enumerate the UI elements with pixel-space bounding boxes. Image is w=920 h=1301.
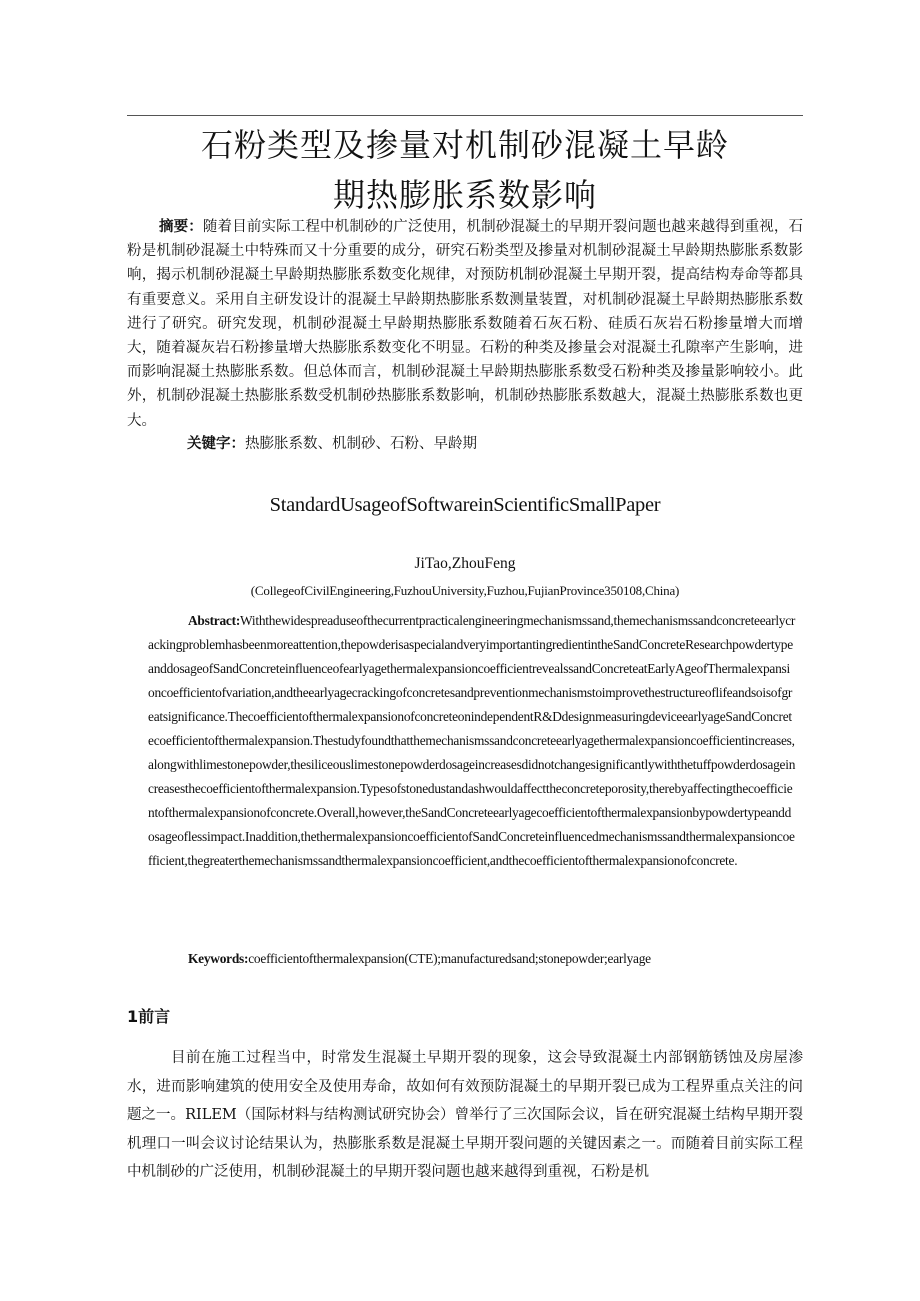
chinese-abstract-label: 摘要： xyxy=(159,219,203,235)
english-title: StandardUsageofSoftwareinScientificSmallPaper xyxy=(269,494,661,516)
chinese-abstract xyxy=(127,215,803,433)
english-affiliation: (CollegeofCivilEngineering,FuzhouUniversity,Fuzhou,FujianProvince350108,China) xyxy=(250,583,680,598)
english-abstract-text: Withthewidespreaduseofthecurrentpracticalengineeringmechanismssand,themechanismssandconcreteearlycrackingproblemhasbeenmoreattention,thepowderisaspecialandveryimportantingredientintheSandConcreteResearchpowdertypeanddosageofSandConcreteinfluenceofearlyagethermalexpansioncoefficientrevealssandConcreteatEarlyAgeofThermalexpansioncoefficientofvariation,andtheearlyagecrackingofconcretesandpreventionmechanismstoimprovethestructureoflifeandsoisofgreatsignificance.ThecoefficientofthermalexpansionofconcreteonindependentR&DdesignmeasuringdeviceearlyageSandConcretecoefficientofthermalexpansion.Thestudyfoundthatthemechanismssandconcreteearlyagethermalexpansioncoefficientincreases,alongwithlimestonepowder,thesiliceouslimestonepowderdosageincreasesdidnotchangesignificantlywiththetuffpowderdosageincreasesthecoefficientofthermalexpansion.Typesofstonedustandashwouldaffecttheconcreteporosity,therebyaffectingthecoefficientofthermalexpansionofconcrete.Overall,however,theSandConcreteearlyagecoefficientofthermalexpansionbypowdertypeanddosageoflessimpact.Inaddition,thethermalexpansioncoefficientofSandConcreteinfluencedmechanismssandthermalexpansioncoefficient,thegreaterthemechanismssandthermalexpansioncoefficient,andthecoefficientofthermalexpansionofconcrete. xyxy=(148,613,796,868)
header-rule xyxy=(127,115,803,116)
chinese-keywords-label: 关键字： xyxy=(187,436,245,452)
paper-title-line-2: 期热膨胀系数影响 xyxy=(332,176,597,214)
english-abstract xyxy=(148,609,796,873)
paper-title-line-1: 石粉类型及掺量对机制砂混凝土早龄 xyxy=(200,126,729,164)
english-keywords xyxy=(148,948,796,970)
introduction-paragraph: 目前在施工过程当中，时常发生混凝土早期开裂的现象，这会导致混凝土内部钢筋锈蚀及房屋渗水，进而影响建筑的使用安全及使用寿命，故如何有效预防混凝土的早期开裂已成为工程界重点关注的问题之一。RILEM（国际材料与结构测试研究协会）曾举行了三次国际会议，旨在研究混凝土结构早期开裂机理口一叫会议讨论结果认为，热膨胀系数是混凝土早期开裂问题的关键因素之一。而随着目前实际工程中机制砂的广泛使用，机制砂混凝土的早期开裂问题也越来越得到重视，石粉是机 xyxy=(127,1050,803,1181)
chinese-keywords-text: 热膨胀系数、机制砂、石粉、早龄期 xyxy=(245,436,477,452)
english-keywords-text: coefficientofthermalexpansion(CTE);manufacturedsand;stonepowder;earlyage xyxy=(248,951,651,966)
english-authors: JiTao,ZhouFeng xyxy=(414,555,516,572)
english-keywords-label: Keywords: xyxy=(188,951,249,966)
section-heading-introduction: 1前言 xyxy=(127,1007,171,1026)
chinese-abstract-text: 随着目前实际工程中机制砂的广泛使用，机制砂混凝土的早期开裂问题也越来越得到重视，石粉是机制砂混凝土中特殊而又十分重要的成分，研究石粉类型及掺量对机制砂混凝土早龄期热膨胀系数影响，揭示机制砂混凝土早龄期热膨胀系数变化规律，对预防机制砂混凝土早期开裂，提高结构寿命等都具有重要意义。采用自主研发设计的混凝土早龄期热膨胀系数测量装置，对机制砂混凝土早龄期热膨胀系数进行了研究。研究发现，机制砂混凝土早龄期热膨胀系数随着石灰石粉、硅质石灰岩石粉掺量增大而增大，随着凝灰岩石粉掺量增大热膨胀系数变化不明显。石粉的种类及掺量会对混凝土孔隙率产生影响，进而影响混凝土热膨胀系数。但总体而言，机制砂混凝土早龄期热膨胀系数受石粉种类及掺量影响较小。此外，机制砂混凝土热膨胀系数受机制砂热膨胀系数影响，机制砂热膨胀系数越大，混凝土热膨胀系数也更大。 xyxy=(127,219,803,429)
english-abstract-label: Abstract: xyxy=(188,613,241,628)
chinese-keywords xyxy=(127,432,803,456)
